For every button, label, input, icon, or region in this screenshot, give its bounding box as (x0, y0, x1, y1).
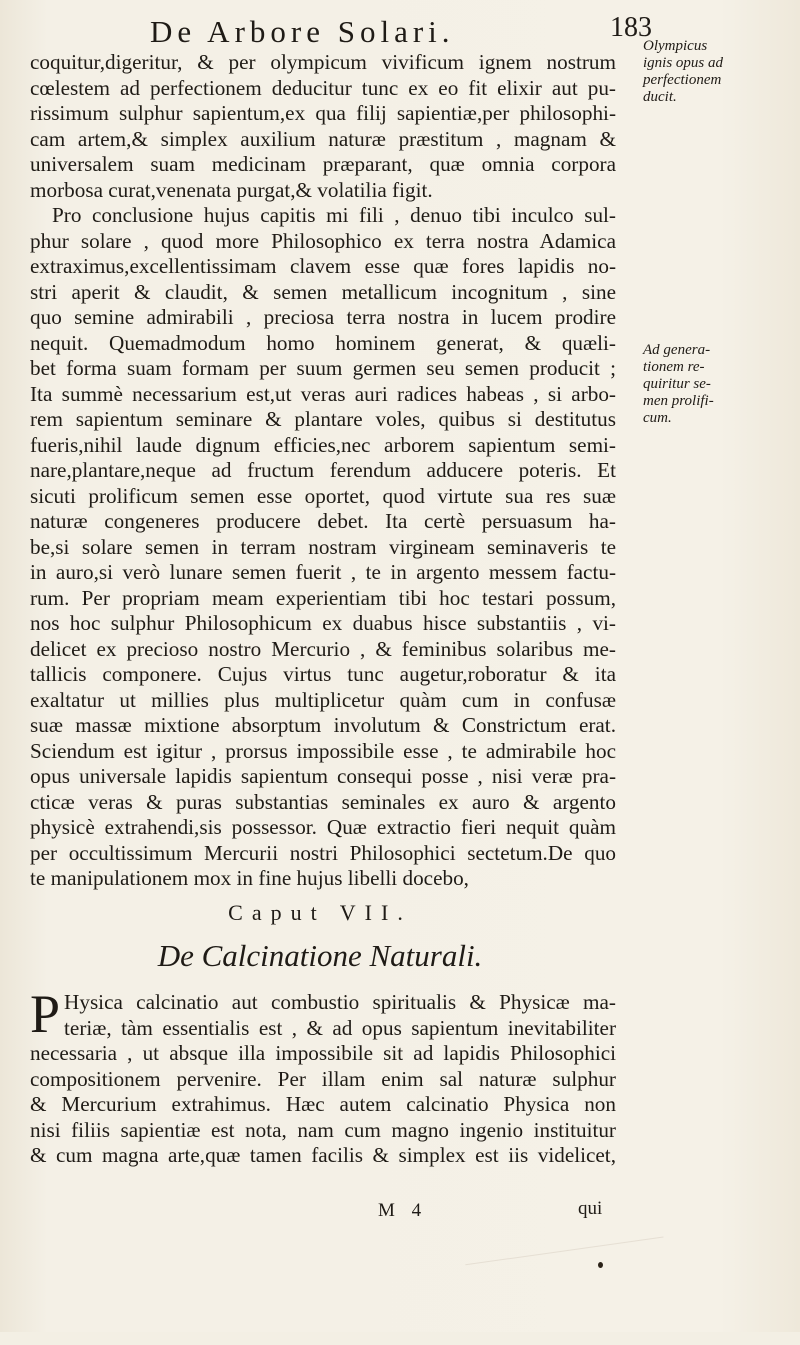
text-line: nisi filiis sapientiæ est nota, nam cum magno ingenio instituitur (30, 1117, 616, 1142)
text-line: in auro,si verò lunare semen fuerit , te in argento messem factu- (30, 560, 616, 584)
text-line: delicet ex precioso nostro Mercurio , & feminibus solaribus me- (30, 636, 616, 661)
text-line: per occultissimum Mercurii nostri Philosophici sectetum.De quo (30, 840, 616, 865)
text-line: exaltatur ut millies plus multiplicetur quàm cum in confusæ (30, 687, 616, 712)
margin-note-line: quiritur se- (643, 376, 711, 392)
text-line: Pro conclusione hujus capitis mi fili , denuo tibi inculco sul- (52, 203, 616, 227)
paper-crease (465, 1236, 674, 1344)
text-line: cam artem,& simplex auxilium naturæ præstitum , magnam & (30, 126, 616, 151)
ink-speck (598, 1262, 603, 1268)
chapter-text (30, 984, 616, 1169)
margin-note-line: ignis opus ad (643, 55, 724, 71)
text-line: te manipulationem mox in fine hujus libelli docebo, (30, 866, 469, 890)
margin-note-line: cum. (643, 410, 672, 426)
text-line: bet forma suam formam per suum germen seu semen producit ; (30, 356, 616, 380)
text-line: nos hoc sulphur Philosophicum ex duabus hisce substantiis , vi- (30, 611, 616, 635)
text-line: compositionem pervenire. Per illam enim sal naturæ sulphur (30, 1066, 616, 1091)
text-line: stri aperit & claudit, & semen metallicum incognitum , sine (30, 279, 616, 304)
text-line: quo semine admirabili , preciosa terra nostra in lucem prodire (30, 305, 616, 329)
text-line: & Mercurium extrahimus. Hæc autem calcinatio Physica non (30, 1092, 616, 1116)
main-text (30, 50, 616, 892)
text-line: & cum magna arte,quæ tamen facilis & simplex est iis videlicet, (30, 1143, 616, 1167)
text-line: cticæ veras & puras substantias seminales ex auro & argento (30, 789, 616, 814)
margin-note-olympic-fire (643, 38, 793, 106)
text-line: necessaria , ut absque illa impossibile sit ad lapidis Philosophici (30, 1041, 616, 1065)
margin-note-line: Olympicus (643, 38, 708, 54)
text-line: tallicis componere. Cujus virtus tunc augetur,roboratur & ita (30, 662, 616, 686)
text-line: coquitur,digeritur, & per olympicum vivificum ignem nostrum (30, 50, 616, 74)
drop-cap: P (30, 984, 61, 1044)
margin-note-line: Ad genera- (643, 342, 711, 358)
text-line: cœlestem ad perfectionem deducitur tunc ex eo fit elixir aut pu- (30, 75, 616, 100)
text-line: rem sapientum seminare & plantare voles, quibus si destitutus (30, 407, 616, 431)
text-line: morbosa curat,venenata purgat,& volatilia figit. (30, 177, 433, 202)
running-head: De Arbore Solari. (150, 14, 455, 49)
margin-note-line: men prolifi- (643, 393, 714, 409)
text-line: sicuti prolificum semen esse oportet, quod virtute sua res suæ (30, 483, 616, 508)
catchword: qui (578, 1198, 603, 1219)
page-number: 183 (610, 12, 652, 43)
text-line: fueris,nihil laude dignum efficies,nec arborem sapientum semi- (30, 432, 616, 457)
text-line: rissimum sulphur sapientum,ex qua filij sapientiæ,per philosophi- (30, 101, 616, 125)
text-line: nare,plantare,neque ad fructum ferendum adducere poteris. Et (30, 458, 616, 482)
text-line: universalem suam medicinam præparant, quæ omnia corpora (30, 152, 616, 176)
text-line: Hysica calcinatio aut combustio spiritualis & Physicæ ma- (64, 990, 616, 1014)
text-line: opus universale lapidis sapientum consequi posse , nisi veræ pra- (30, 764, 616, 788)
chapter-heading: Caput VII. (228, 900, 412, 925)
text-line: suæ massæ mixtione absorptum involutum & Constrictum erat. (30, 713, 616, 737)
margin-note-line: ducit. (643, 89, 677, 105)
text-line: physicè extrahendi,sis possessor. Quæ extractio fieri nequit quàm (30, 815, 616, 839)
text-line: phur solare , quod more Philosophico ex terra nostra Adamica (30, 228, 616, 253)
text-line: Ita summè necessarium est,ut veras auri radices habeas , si arbo- (30, 381, 616, 406)
margin-note-line: tionem re- (643, 359, 705, 375)
text-line: be,si solare semen in terram nostram virgineam seminaveris te (30, 534, 616, 559)
text-line: naturæ congeneres producere debet. Ita certè persuasum ha- (30, 509, 616, 533)
margin-note-line: perfectionem (643, 72, 722, 88)
text-line: rum. Per propriam meam experientiam tibi hoc testari possum, (30, 585, 616, 610)
text-line: Sciendum est igitur , prorsus impossibile esse , te admirabile hoc (30, 738, 616, 763)
chapter-title: De Calcinatione Naturali. (157, 938, 483, 973)
margin-note-generation (643, 342, 793, 427)
text-line: extraximus,excellentissimam clavem esse quæ fores lapidis no- (30, 254, 616, 278)
text-line: teriæ, tàm essentialis est , & ad opus sapientum inevitabiliter (64, 1015, 616, 1040)
signature-mark: M 4 (378, 1200, 428, 1221)
text-line: nequit. Quemadmodum homo hominem generat, & quæli- (30, 330, 616, 355)
